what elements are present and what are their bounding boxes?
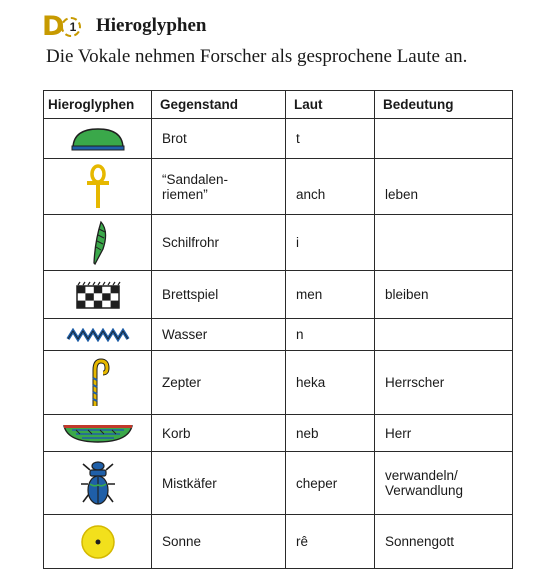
laut-cell: t bbox=[286, 119, 375, 159]
laut-cell: i bbox=[286, 215, 375, 271]
bedeutung-cell: Herr bbox=[375, 415, 513, 452]
table-row bbox=[44, 319, 513, 351]
sun-disk-icon bbox=[79, 523, 117, 561]
gegenstand-cell: Brettspiel bbox=[152, 271, 286, 319]
gegenstand-cell: Zepter bbox=[152, 351, 286, 415]
table-row bbox=[44, 215, 513, 271]
gegenstand-cell: Sonne bbox=[152, 515, 286, 569]
basket-icon bbox=[62, 422, 134, 444]
column-header-gegenstand: Gegenstand bbox=[152, 91, 286, 119]
table-row bbox=[44, 515, 513, 569]
reed-leaf-icon bbox=[83, 219, 113, 267]
laut-cell: rê bbox=[286, 515, 375, 569]
scarab-icon bbox=[80, 458, 116, 508]
table-header-row bbox=[44, 91, 513, 119]
table-row bbox=[44, 159, 513, 215]
gegenstand-cell: Schilfrohr bbox=[152, 215, 286, 271]
badge-ring bbox=[61, 17, 81, 37]
glyph-cell bbox=[44, 351, 152, 415]
laut-cell: heka bbox=[286, 351, 375, 415]
glyph-cell bbox=[44, 119, 152, 159]
scepter-icon bbox=[86, 358, 110, 408]
laut-cell: men bbox=[286, 271, 375, 319]
gegenstand-cell: Korb bbox=[152, 415, 286, 452]
laut-cell: neb bbox=[286, 415, 375, 452]
glyph-cell bbox=[44, 319, 152, 351]
page-subtitle: Die Vokale nehmen Forscher als gesprochene Laute an. bbox=[46, 46, 468, 67]
bedeutung-cell: Herrscher bbox=[375, 351, 513, 415]
section-badge bbox=[42, 10, 82, 44]
gegenstand-cell: Brot bbox=[152, 119, 286, 159]
table-row bbox=[44, 271, 513, 319]
glyph-cell bbox=[44, 415, 152, 452]
bedeutung-cell: bleiben bbox=[375, 271, 513, 319]
hieroglyph-table bbox=[43, 90, 513, 569]
page-title: Hieroglyphen bbox=[96, 15, 207, 36]
glyph-cell bbox=[44, 159, 152, 215]
badge-letter: D bbox=[42, 11, 65, 42]
game-board-icon bbox=[75, 280, 121, 310]
glyph-cell bbox=[44, 271, 152, 319]
bread-loaf-icon bbox=[70, 126, 126, 152]
laut-cell: n bbox=[286, 319, 375, 351]
table-row bbox=[44, 452, 513, 515]
water-zigzag-icon bbox=[66, 328, 130, 342]
bedeutung-cell bbox=[375, 215, 513, 271]
bedeutung-cell: Sonnengott bbox=[375, 515, 513, 569]
gegenstand-cell: “Sandalen- riemen” bbox=[152, 159, 286, 215]
glyph-cell bbox=[44, 515, 152, 569]
table-row bbox=[44, 119, 513, 159]
glyph-cell bbox=[44, 452, 152, 515]
ankh-icon bbox=[83, 164, 113, 210]
table-row bbox=[44, 415, 513, 452]
column-header-hieroglyphen: Hieroglyphen bbox=[44, 91, 152, 119]
gegenstand-cell: Mistkäfer bbox=[152, 452, 286, 515]
table-row bbox=[44, 351, 513, 415]
gegenstand-cell: Wasser bbox=[152, 319, 286, 351]
badge-number: 1 bbox=[69, 20, 77, 34]
laut-cell: anch bbox=[286, 159, 375, 215]
bedeutung-cell: leben bbox=[375, 159, 513, 215]
column-header-bedeutung: Bedeutung bbox=[375, 91, 513, 119]
glyph-cell bbox=[44, 215, 152, 271]
laut-cell: cheper bbox=[286, 452, 375, 515]
bedeutung-cell bbox=[375, 319, 513, 351]
column-header-laut: Laut bbox=[286, 91, 375, 119]
bedeutung-cell bbox=[375, 119, 513, 159]
bedeutung-cell: verwandeln/ Verwandlung bbox=[375, 452, 513, 515]
